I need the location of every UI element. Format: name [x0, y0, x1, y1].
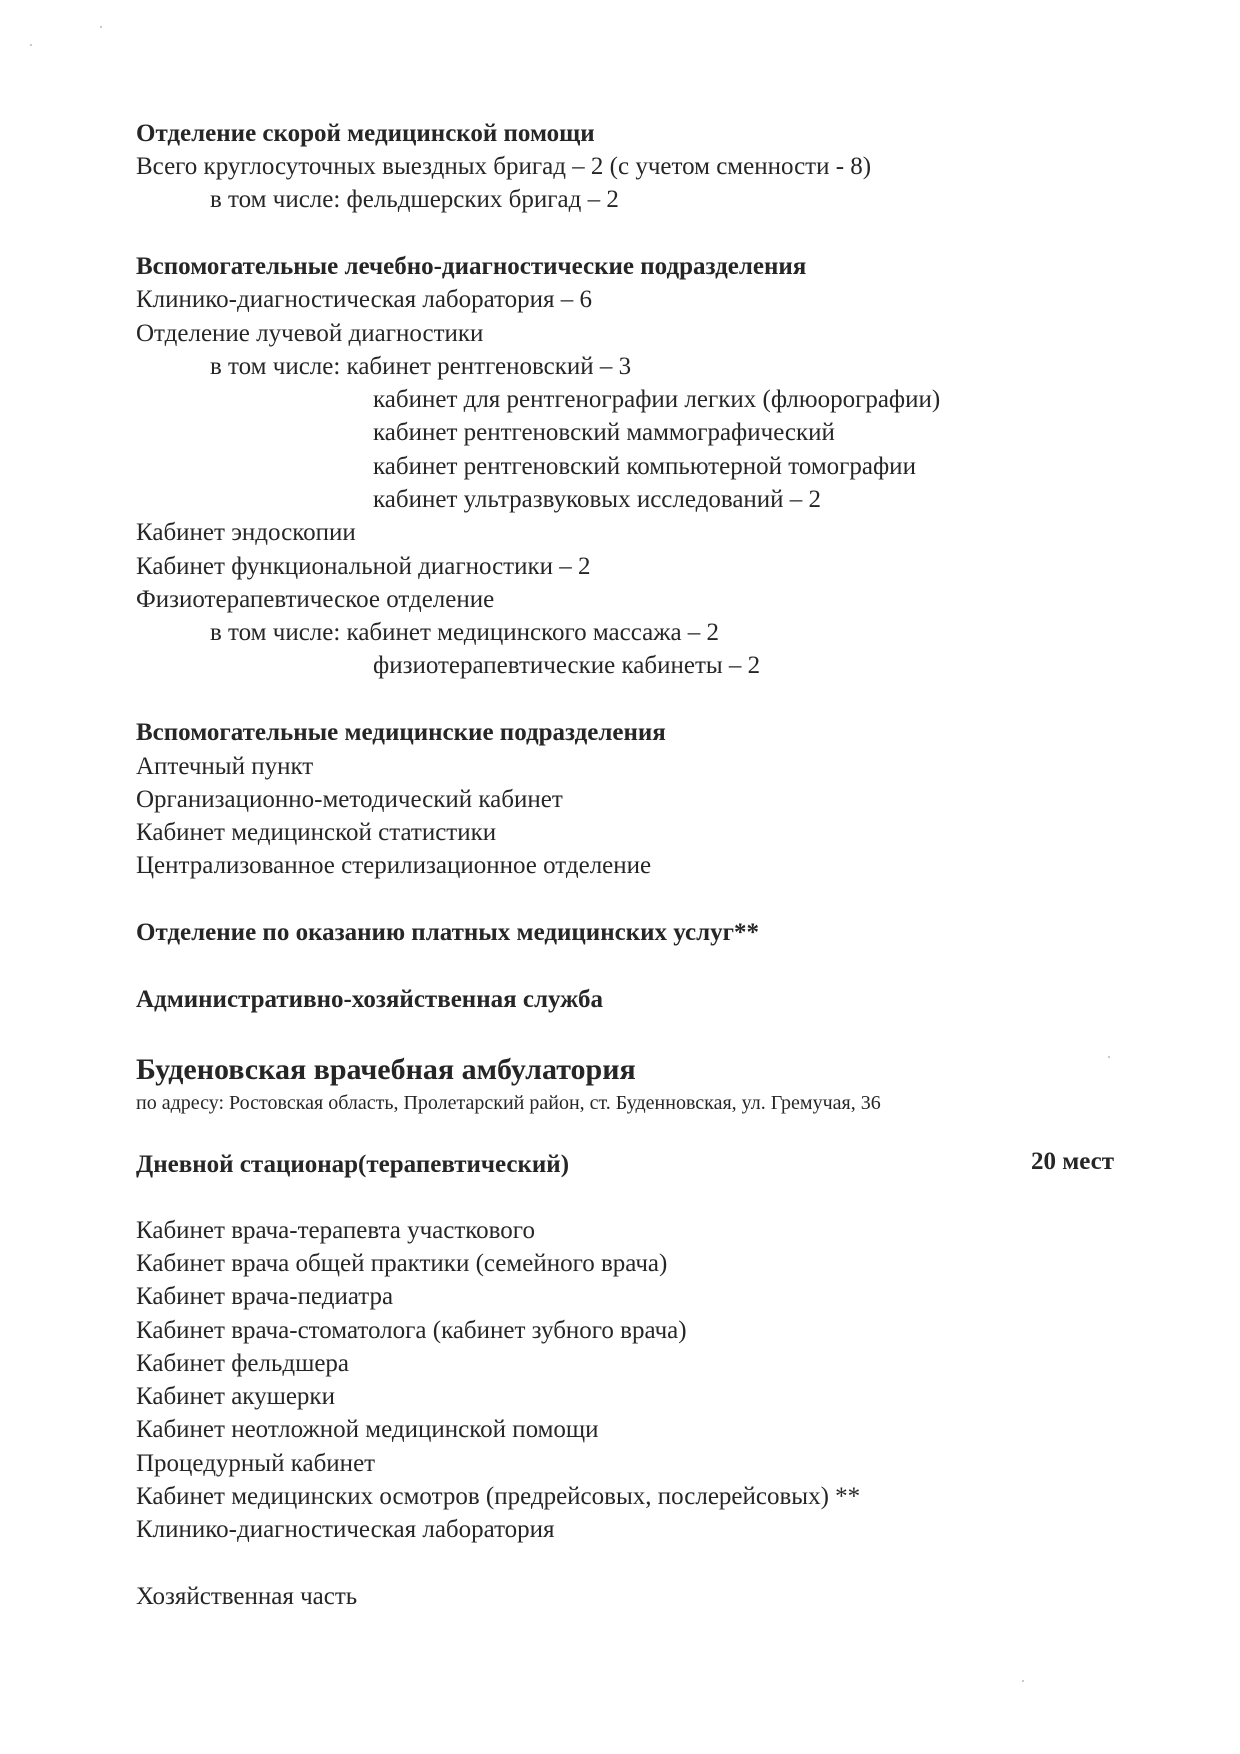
auxiliary-item: Организационно-методический кабинет: [136, 786, 563, 813]
ambulatory-room: Процедурный кабинет: [136, 1450, 376, 1477]
section-heading-auxiliary: Вспомогательные медицинские подразделения: [136, 719, 666, 746]
ambulatory-room: Кабинет фельдшера: [136, 1350, 350, 1377]
physiotherapy-department: Физиотерапевтическое отделение: [136, 586, 495, 613]
section-heading-admin: Административно-хозяйственная служба: [136, 986, 603, 1013]
day-hospital-beds: 20 мест: [1030, 1148, 1114, 1175]
radiology-item: кабинет рентгеновский компьютерной томографии: [373, 453, 916, 480]
scan-speck: [100, 26, 102, 28]
scan-speck: [30, 44, 32, 46]
section-heading-paid-services: Отделение по оказанию платных медицинских услуг**: [136, 919, 759, 946]
endoscopy-room: Кабинет эндоскопии: [136, 519, 356, 546]
ambulatory-room: Кабинет медицинских осмотров (предрейсовых, послерейсовых) **: [136, 1483, 861, 1510]
ambulance-brigades-detail: в том числе: фельдшерских бригад – 2: [210, 186, 619, 213]
radiology-item: в том числе: кабинет рентгеновский – 3: [210, 353, 632, 380]
physiotherapy-item: в том числе: кабинет медицинского массажа – 2: [210, 619, 720, 646]
radiology-item: кабинет для рентгенографии легких (флюорографии): [373, 386, 941, 413]
scan-speck: [1108, 1056, 1110, 1058]
ambulatory-room: Кабинет врача-стоматолога (кабинет зубного врача): [136, 1317, 687, 1344]
ambulatory-room: Кабинет врача общей практики (семейного врача): [136, 1250, 668, 1277]
section-heading-ambulance: Отделение скорой медицинской помощи: [136, 120, 595, 147]
physiotherapy-item: физиотерапевтические кабинеты – 2: [373, 652, 761, 679]
diagnostic-lab: Клинико-диагностическая лаборатория – 6: [136, 286, 593, 313]
radiology-department: Отделение лучевой диагностики: [136, 320, 484, 347]
ambulatory-room: Кабинет врача-терапевта участкового: [136, 1217, 535, 1244]
functional-diagnostics-room: Кабинет функциональной диагностики – 2: [136, 553, 591, 580]
household-unit: Хозяйственная часть: [136, 1583, 358, 1610]
ambulatory-title: Буденовская врачебная амбулатория: [136, 1053, 636, 1086]
auxiliary-item: Централизованное стерилизационное отделение: [136, 852, 652, 879]
scan-speck: [1022, 1680, 1024, 1682]
auxiliary-item: Аптечный пункт: [136, 753, 314, 780]
ambulance-brigades-total: Всего круглосуточных выездных бригад – 2 (с учетом сменности - 8): [136, 153, 872, 180]
ambulatory-room: Клинико-диагностическая лаборатория: [136, 1516, 555, 1543]
ambulatory-room: Кабинет неотложной медицинской помощи: [136, 1416, 599, 1443]
radiology-item: кабинет ультразвуковых исследований – 2: [373, 486, 822, 513]
ambulatory-address: по адресу: Ростовская область, Пролетарский район, ст. Буденновская, ул. Гремучая, 36: [136, 1092, 881, 1114]
auxiliary-item: Кабинет медицинской статистики: [136, 819, 497, 846]
section-heading-diagnostic: Вспомогательные лечебно-диагностические подразделения: [136, 253, 807, 280]
ambulatory-room: Кабинет врача-педиатра: [136, 1283, 394, 1310]
day-hospital-heading: Дневной стационар(терапевтический): [136, 1151, 570, 1178]
radiology-item: кабинет рентгеновский маммографический: [373, 419, 835, 446]
ambulatory-room: Кабинет акушерки: [136, 1383, 335, 1410]
